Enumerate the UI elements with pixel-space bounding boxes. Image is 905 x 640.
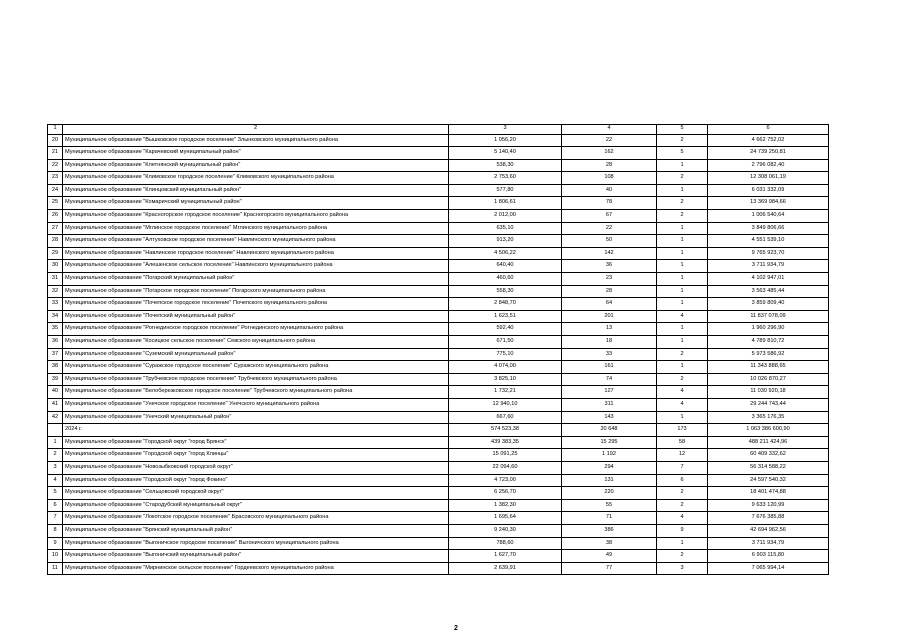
row-number-cell: 35	[48, 323, 63, 336]
count-cell: 386	[562, 524, 657, 537]
row-number-cell: 21	[48, 147, 63, 160]
area-cell: 6 256,70	[449, 487, 562, 500]
table-row	[48, 310, 829, 323]
row-number-cell: 7	[48, 512, 63, 525]
table-row	[48, 537, 829, 550]
count-cell: 108	[562, 172, 657, 185]
municipality-name-cell: Муниципальное образование "Карачевский муниципальный район"	[63, 147, 449, 160]
row-number-cell: 42	[48, 411, 63, 424]
count-cell: 15 295	[562, 436, 657, 449]
table-row	[48, 499, 829, 512]
count-cell: 131	[562, 474, 657, 487]
amount-cell: 4 789 810,72	[708, 336, 829, 349]
table-row	[48, 210, 829, 223]
quantity-cell: 2	[657, 373, 708, 386]
area-cell: 2 848,70	[449, 298, 562, 311]
count-cell: 161	[562, 361, 657, 374]
count-cell: 201	[562, 310, 657, 323]
amount-cell: 2 796 082,40	[708, 159, 829, 172]
table-row	[48, 398, 829, 411]
municipality-name-cell: Муниципальное образование "Климовское городское поселение" Климовского муниципального района	[63, 172, 449, 185]
municipality-name-cell: 2024 г.	[63, 424, 449, 437]
quantity-cell: 1	[657, 273, 708, 286]
quantity-cell: 9	[657, 524, 708, 537]
amount-cell: 3 563 485,44	[708, 285, 829, 298]
count-cell: 22	[562, 222, 657, 235]
quantity-cell: 6	[657, 474, 708, 487]
header-cell-2: 2	[63, 125, 449, 135]
amount-cell: 56 314 588,22	[708, 461, 829, 474]
quantity-cell: 5	[657, 147, 708, 160]
row-number-cell: 28	[48, 235, 63, 248]
amount-cell: 7 065 994,14	[708, 562, 829, 575]
amount-cell: 10 026 870,27	[708, 373, 829, 386]
header-cell-6: 6	[708, 125, 829, 135]
municipality-name-cell: Муниципальное образование "Трубчевское городское поселение" Трубчевского муниципального района	[63, 373, 449, 386]
amount-cell: 11 030 920,18	[708, 386, 829, 399]
row-number-cell: 23	[48, 172, 63, 185]
quantity-cell: 1	[657, 361, 708, 374]
count-cell: 220	[562, 487, 657, 500]
area-cell: 460,60	[449, 273, 562, 286]
amount-cell: 6 031 332,09	[708, 184, 829, 197]
area-cell: 22 094,60	[449, 461, 562, 474]
row-number-cell: 1	[48, 436, 63, 449]
count-cell: 49	[562, 550, 657, 563]
area-cell: 635,10	[449, 222, 562, 235]
table-row	[48, 323, 829, 336]
area-cell: 538,30	[449, 159, 562, 172]
quantity-cell: 1	[657, 184, 708, 197]
table-row	[48, 247, 829, 260]
row-number-cell: 37	[48, 348, 63, 361]
row-number-cell: 31	[48, 273, 63, 286]
table-row	[48, 411, 829, 424]
quantity-cell: 4	[657, 512, 708, 525]
area-cell: 640,40	[449, 260, 562, 273]
area-cell: 592,40	[449, 323, 562, 336]
area-cell: 1 732,21	[449, 386, 562, 399]
amount-cell: 24 597 540,32	[708, 474, 829, 487]
row-number-cell: 30	[48, 260, 63, 273]
area-cell: 5 140,40	[449, 147, 562, 160]
row-number-cell: 10	[48, 550, 63, 563]
count-cell: 1 192	[562, 449, 657, 462]
area-cell: 788,60	[449, 537, 562, 550]
quantity-cell: 2	[657, 550, 708, 563]
table-row	[48, 184, 829, 197]
municipality-name-cell: Муниципальное образование "Унечское городское поселение" Унечского муниципального района	[63, 398, 449, 411]
quantity-cell: 12	[657, 449, 708, 462]
table-row	[48, 386, 829, 399]
municipality-name-cell: Муниципальное образование "Сельцовский городской округ"	[63, 487, 449, 500]
row-number-cell: 41	[48, 398, 63, 411]
quantity-cell: 7	[657, 461, 708, 474]
municipality-name-cell: Муниципальное образование "Городской округ "город Брянск"	[63, 436, 449, 449]
municipality-name-cell: Муниципальное образование "Алешенское сельское поселение" Навлинского муниципального района	[63, 260, 449, 273]
count-cell: 142	[562, 247, 657, 260]
table-row	[48, 487, 829, 500]
area-cell: 574 523,38	[449, 424, 562, 437]
area-cell: 12 940,10	[449, 398, 562, 411]
row-number-cell: 39	[48, 373, 63, 386]
amount-cell: 24 739 250,81	[708, 147, 829, 160]
table-row	[48, 474, 829, 487]
amount-cell: 12 308 061,19	[708, 172, 829, 185]
row-number-cell: 34	[48, 310, 63, 323]
table-row	[48, 197, 829, 210]
area-cell: 9 240,30	[449, 524, 562, 537]
quantity-cell: 1	[657, 260, 708, 273]
area-cell: 2 639,91	[449, 562, 562, 575]
table-row	[48, 436, 829, 449]
amount-cell: 18 401 474,88	[708, 487, 829, 500]
table-row	[48, 449, 829, 462]
municipality-name-cell: Муниципальное образование "Комаричский муниципальный район"	[63, 197, 449, 210]
count-cell: 64	[562, 298, 657, 311]
municipality-name-cell: Муниципальное образование "Выгоничское городское поселение" Выгоничского муниципального района	[63, 537, 449, 550]
quantity-cell: 2	[657, 487, 708, 500]
count-cell: 74	[562, 373, 657, 386]
municipality-name-cell: Муниципальное образование "Красногорское городское поселение" Красногорского муниципального района	[63, 210, 449, 223]
page-number: 2	[454, 625, 458, 632]
area-cell: 4 723,00	[449, 474, 562, 487]
quantity-cell: 2	[657, 210, 708, 223]
row-number-cell: 22	[48, 159, 63, 172]
amount-cell: 42 694 962,56	[708, 524, 829, 537]
count-cell: 71	[562, 512, 657, 525]
amount-cell: 11 343 888,65	[708, 361, 829, 374]
quantity-cell: 1	[657, 159, 708, 172]
municipality-name-cell: Муниципальное образование "Клинцовский муниципальный район"	[63, 184, 449, 197]
amount-cell: 7 676 385,88	[708, 512, 829, 525]
amount-cell: 9 633 120,99	[708, 499, 829, 512]
table-row	[48, 348, 829, 361]
municipality-name-cell: Муниципальное образование "Выгоничский муниципальный район"	[63, 550, 449, 563]
count-cell: 28	[562, 285, 657, 298]
row-number-cell: 3	[48, 461, 63, 474]
table-row	[48, 336, 829, 349]
row-number-cell: 40	[48, 386, 63, 399]
table-row	[48, 373, 829, 386]
municipality-name-cell: Муниципальное образование "Суземский муниципальный район"	[63, 348, 449, 361]
table-row	[48, 222, 829, 235]
header-cell-4: 4	[562, 125, 657, 135]
quantity-cell: 2	[657, 197, 708, 210]
amount-cell: 3 859 809,40	[708, 298, 829, 311]
municipality-name-cell: Муниципальное образование "Новозыбковский городской округ"	[63, 461, 449, 474]
municipality-name-cell: Муниципальное образование "Почепское городское поселение" Почепского муниципального района	[63, 298, 449, 311]
area-cell: 1 695,64	[449, 512, 562, 525]
count-cell: 50	[562, 235, 657, 248]
row-number-cell: 24	[48, 184, 63, 197]
row-number-cell: 27	[48, 222, 63, 235]
table-row	[48, 260, 829, 273]
area-cell: 775,10	[449, 348, 562, 361]
quantity-cell: 1	[657, 411, 708, 424]
municipality-name-cell: Муниципальное образование "Унечский муниципальный район"	[63, 411, 449, 424]
amount-cell: 4 102 947,01	[708, 273, 829, 286]
header-cell-5: 5	[657, 125, 708, 135]
header-cell-1: 1	[48, 125, 63, 135]
row-number-cell: 20	[48, 134, 63, 147]
row-number-cell: 26	[48, 210, 63, 223]
quantity-cell: 173	[657, 424, 708, 437]
count-cell: 20 648	[562, 424, 657, 437]
table-row	[48, 273, 829, 286]
quantity-cell: 4	[657, 310, 708, 323]
quantity-cell: 2	[657, 134, 708, 147]
row-number-cell: 38	[48, 361, 63, 374]
area-cell: 1 806,61	[449, 197, 562, 210]
area-cell: 558,30	[449, 285, 562, 298]
amount-cell: 6 903 115,80	[708, 550, 829, 563]
row-number-cell: 11	[48, 562, 63, 575]
row-number-cell: 33	[48, 298, 63, 311]
count-cell: 22	[562, 134, 657, 147]
amount-cell: 11 837 078,09	[708, 310, 829, 323]
row-number-cell: 9	[48, 537, 63, 550]
amount-cell: 29 244 743,44	[708, 398, 829, 411]
area-cell: 15 091,25	[449, 449, 562, 462]
table-body	[48, 125, 829, 575]
count-cell: 33	[562, 348, 657, 361]
count-cell: 162	[562, 147, 657, 160]
amount-cell: 4 662 752,02	[708, 134, 829, 147]
table-row	[48, 134, 829, 147]
area-cell: 671,50	[449, 336, 562, 349]
table-row	[48, 562, 829, 575]
quantity-cell: 58	[657, 436, 708, 449]
row-number-cell: 32	[48, 285, 63, 298]
table-row	[48, 550, 829, 563]
amount-cell: 4 551 539,10	[708, 235, 829, 248]
area-cell: 667,60	[449, 411, 562, 424]
count-cell: 294	[562, 461, 657, 474]
area-cell: 4 074,00	[449, 361, 562, 374]
header-cell-3: 3	[449, 125, 562, 135]
count-cell: 38	[562, 537, 657, 550]
count-cell: 55	[562, 499, 657, 512]
quantity-cell: 3	[657, 562, 708, 575]
table-row	[48, 361, 829, 374]
table-row	[48, 512, 829, 525]
quantity-cell: 1	[657, 336, 708, 349]
amount-cell: 3 711 934,79	[708, 537, 829, 550]
area-cell: 1 382,30	[449, 499, 562, 512]
quantity-cell: 4	[657, 386, 708, 399]
amount-cell: 1 063 386 600,90	[708, 424, 829, 437]
quantity-cell: 2	[657, 348, 708, 361]
table-row	[48, 461, 829, 474]
row-number-cell: 6	[48, 499, 63, 512]
row-number-cell: 29	[48, 247, 63, 260]
table-row	[48, 147, 829, 160]
amount-cell: 5 973 586,92	[708, 348, 829, 361]
quantity-cell: 1	[657, 222, 708, 235]
area-cell: 439 383,35	[449, 436, 562, 449]
area-cell: 577,80	[449, 184, 562, 197]
subtotal-row	[48, 424, 829, 437]
table-row	[48, 285, 829, 298]
row-number-cell: 5	[48, 487, 63, 500]
municipality-name-cell: Муниципальное образование "Локотское городское поселение" Брасовского муниципального района	[63, 512, 449, 525]
row-number-cell: 2	[48, 449, 63, 462]
row-number-cell	[48, 424, 63, 437]
table-row	[48, 159, 829, 172]
quantity-cell: 1	[657, 285, 708, 298]
count-cell: 18	[562, 336, 657, 349]
row-number-cell: 4	[48, 474, 63, 487]
quantity-cell: 1	[657, 235, 708, 248]
table-row	[48, 298, 829, 311]
amount-cell: 3 365 176,35	[708, 411, 829, 424]
amount-cell: 488 211 424,96	[708, 436, 829, 449]
row-number-cell: 25	[48, 197, 63, 210]
area-cell: 2 012,00	[449, 210, 562, 223]
municipality-name-cell: Муниципальное образование "Почепский муниципальный район"	[63, 310, 449, 323]
municipality-name-cell: Муниципальное образование "Стародубский муниципальный округ"	[63, 499, 449, 512]
municipality-name-cell: Муниципальное образование "Городской округ "город Фокино"	[63, 474, 449, 487]
count-cell: 127	[562, 386, 657, 399]
quantity-cell: 4	[657, 398, 708, 411]
municipality-name-cell: Муниципальное образование "Погарское городское поселение" Погарского муниципального района	[63, 285, 449, 298]
quantity-cell: 1	[657, 323, 708, 336]
municipality-name-cell: Муниципальное образование "Брянский муниципальный район"	[63, 524, 449, 537]
municipality-name-cell: Муниципальное образование "Городской округ "город Клинцы"	[63, 449, 449, 462]
table-header-row	[48, 125, 829, 135]
amount-cell: 13 369 984,66	[708, 197, 829, 210]
amount-cell: 1 006 540,64	[708, 210, 829, 223]
municipality-name-cell: Муниципальное образование "Рогнединское городское поселение" Рогнединского муниципального района	[63, 323, 449, 336]
count-cell: 77	[562, 562, 657, 575]
municipality-name-cell: Муниципальное образование "Косицкое сельское поселение" Севского муниципального района	[63, 336, 449, 349]
municipality-name-cell: Муниципальное образование "Мглинское городское поселение" Мглинского муниципального района	[63, 222, 449, 235]
count-cell: 13	[562, 323, 657, 336]
municipality-name-cell: Муниципальное образование "Алтуховское городское поселение" Навлинского муниципального района	[63, 235, 449, 248]
quantity-cell: 2	[657, 499, 708, 512]
amount-cell: 60 409 332,62	[708, 449, 829, 462]
municipality-name-cell: Муниципальное образование "Клетнянский муниципальный район"	[63, 159, 449, 172]
count-cell: 311	[562, 398, 657, 411]
area-cell: 4 506,22	[449, 247, 562, 260]
table-row	[48, 524, 829, 537]
table-row	[48, 235, 829, 248]
area-cell: 2 753,60	[449, 172, 562, 185]
area-cell: 1 056,20	[449, 134, 562, 147]
amount-cell: 3 849 806,66	[708, 222, 829, 235]
area-cell: 913,20	[449, 235, 562, 248]
municipality-name-cell: Муниципальное образование "Белоберезковское городское поселение" Трубчевского муниципального района	[63, 386, 449, 399]
count-cell: 36	[562, 260, 657, 273]
municipality-name-cell: Муниципальное образование "Погарский муниципальный район"	[63, 273, 449, 286]
quantity-cell: 1	[657, 247, 708, 260]
quantity-cell: 2	[657, 172, 708, 185]
count-cell: 143	[562, 411, 657, 424]
municipality-name-cell: Муниципальное образование "Мирнинское сельское поселение" Гордеевского муниципального района	[63, 562, 449, 575]
table-row	[48, 172, 829, 185]
amount-cell: 9 765 923,70	[708, 247, 829, 260]
quantity-cell: 1	[657, 298, 708, 311]
municipality-name-cell: Муниципальное образование "Навлинское городское поселение" Навлинского муниципального района	[63, 247, 449, 260]
count-cell: 28	[562, 159, 657, 172]
count-cell: 23	[562, 273, 657, 286]
count-cell: 67	[562, 210, 657, 223]
area-cell: 1 627,70	[449, 550, 562, 563]
row-number-cell: 36	[48, 336, 63, 349]
count-cell: 40	[562, 184, 657, 197]
count-cell: 78	[562, 197, 657, 210]
municipal-data-table	[47, 124, 829, 575]
municipality-name-cell: Муниципальное образование "Суражское городское поселение" Суражского муниципального района	[63, 361, 449, 374]
amount-cell: 3 711 934,79	[708, 260, 829, 273]
quantity-cell: 1	[657, 537, 708, 550]
area-cell: 1 623,51	[449, 310, 562, 323]
row-number-cell: 8	[48, 524, 63, 537]
amount-cell: 1 960 296,90	[708, 323, 829, 336]
municipality-name-cell: Муниципальное образование "Вышковское городское поселение" Злынковского муниципального района	[63, 134, 449, 147]
area-cell: 3 825,10	[449, 373, 562, 386]
